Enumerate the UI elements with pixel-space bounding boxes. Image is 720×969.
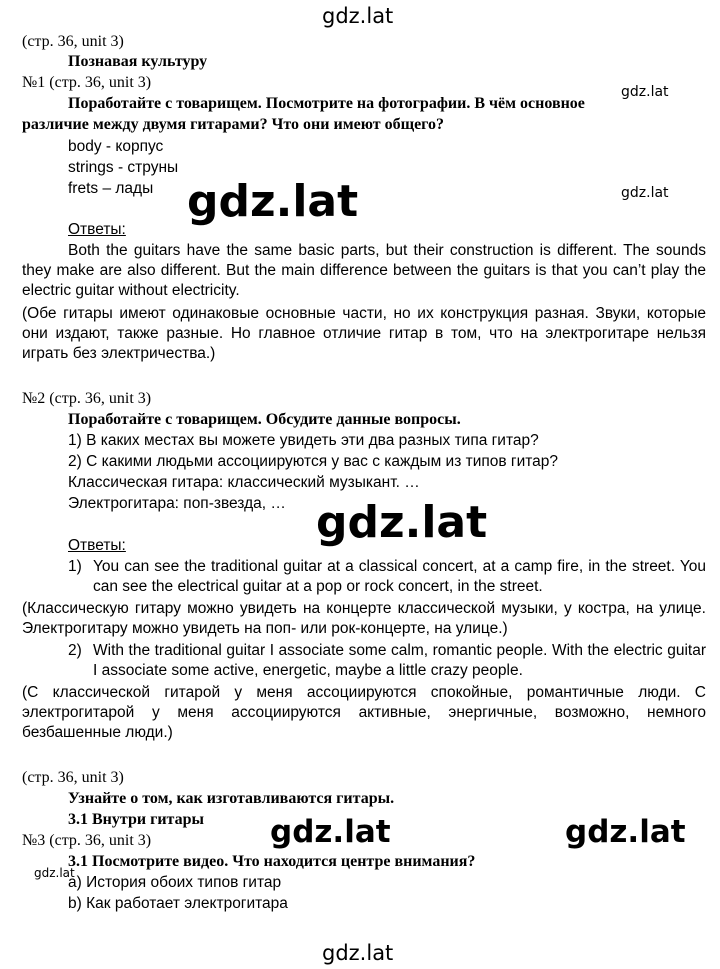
- option-b: b) Как работает электрогитара: [68, 895, 288, 912]
- watermark-large: gdz.lat: [316, 497, 488, 548]
- section3-subtitle: 3.1 Внутри гитары: [68, 811, 204, 828]
- section3-title: Узнайте о том, как изготавливаются гитары.: [68, 790, 395, 807]
- answer-number: 1): [68, 558, 82, 575]
- watermark-tiny: gdz.lat: [34, 866, 75, 880]
- answer-1-english: You can see the traditional guitar at a classical concert, at a camp fire, in the street. You can see the electrical guitar at a pop or rock concert, in the street.: [93, 558, 706, 595]
- watermark-medium: gdz.lat: [565, 814, 686, 850]
- section-title: Познавая культуру: [68, 53, 208, 70]
- vocab-item: body - корпус: [68, 138, 164, 155]
- watermark-bottom: gdz.lat: [322, 941, 394, 965]
- answers-label: Ответы:: [68, 221, 126, 238]
- task2-ref: №2 (стр. 36, unit 3): [22, 390, 152, 407]
- task3-instruction: 3.1 Посмотрите видео. Что находится центре внимания?: [68, 853, 476, 870]
- example-2: Электрогитара: поп-звезда, …: [68, 495, 286, 512]
- watermark-small: gdz.lat: [621, 84, 669, 100]
- vocab-item: strings - струны: [68, 159, 179, 176]
- answers-label: Ответы:: [68, 537, 126, 554]
- watermark-medium: gdz.lat: [270, 814, 391, 850]
- watermark-large: gdz.lat: [187, 176, 359, 227]
- answer-2-russian: (С классической гитарой у меня ассоциируются спокойные, романтичные люди. С электрогитарой у меня ассоциируются активные, энергичные, возможно, немного безбашенные люди.): [22, 684, 706, 741]
- task1-instruction-cont: различие между двумя гитарами? Что они имеют общего?: [22, 116, 445, 133]
- answer-1-russian: (Классическую гитару можно увидеть на концерте классической музыки, у костра, на улице. Электрогитару можно увидеть на поп- или рок-концерте, на улице.): [22, 600, 706, 637]
- watermark-top: gdz.lat: [322, 4, 394, 28]
- question-2: 2) С какими людьми ассоциируются у вас с каждым из типов гитар?: [68, 453, 559, 470]
- answer-russian: (Обе гитары имеют одинаковые основные части, но их конструкция разная. Звуки, которые они издают, также разные. Но главное отличие гитар в том, что на электрогитаре нельзя играть без электричества.): [22, 305, 706, 362]
- question-1: 1) В каких местах вы можете увидеть эти два разных типа гитар?: [68, 432, 539, 449]
- vocab-item: frets – лады: [68, 180, 154, 197]
- watermark-small: gdz.lat: [621, 185, 669, 201]
- page-ref: (стр. 36, unit 3): [22, 33, 124, 50]
- task1-ref: №1 (стр. 36, unit 3): [22, 74, 152, 91]
- section3-ref: (стр. 36, unit 3): [22, 769, 124, 786]
- answer-english: Both the guitars have the same basic parts, but their construction is different. The sounds they make are also different. But the main difference between the guitars is that you can’t play the electric guitar without electricity.: [22, 242, 706, 299]
- answer-2-english: With the traditional guitar I associate some calm, romantic people. With the electric guitar I associate some active, energetic, maybe a little crazy people.: [93, 642, 706, 679]
- example-1: Классическая гитара: классический музыкант. …: [68, 474, 420, 491]
- task3-ref: №3 (стр. 36, unit 3): [22, 832, 152, 849]
- answer-number: 2): [68, 642, 82, 659]
- option-a: a) История обоих типов гитар: [68, 874, 282, 891]
- task1-instruction: Поработайте с товарищем. Посмотрите на фотографии. В чём основное: [68, 95, 585, 112]
- task2-instruction: Поработайте с товарищем. Обсудите данные вопросы.: [68, 411, 461, 428]
